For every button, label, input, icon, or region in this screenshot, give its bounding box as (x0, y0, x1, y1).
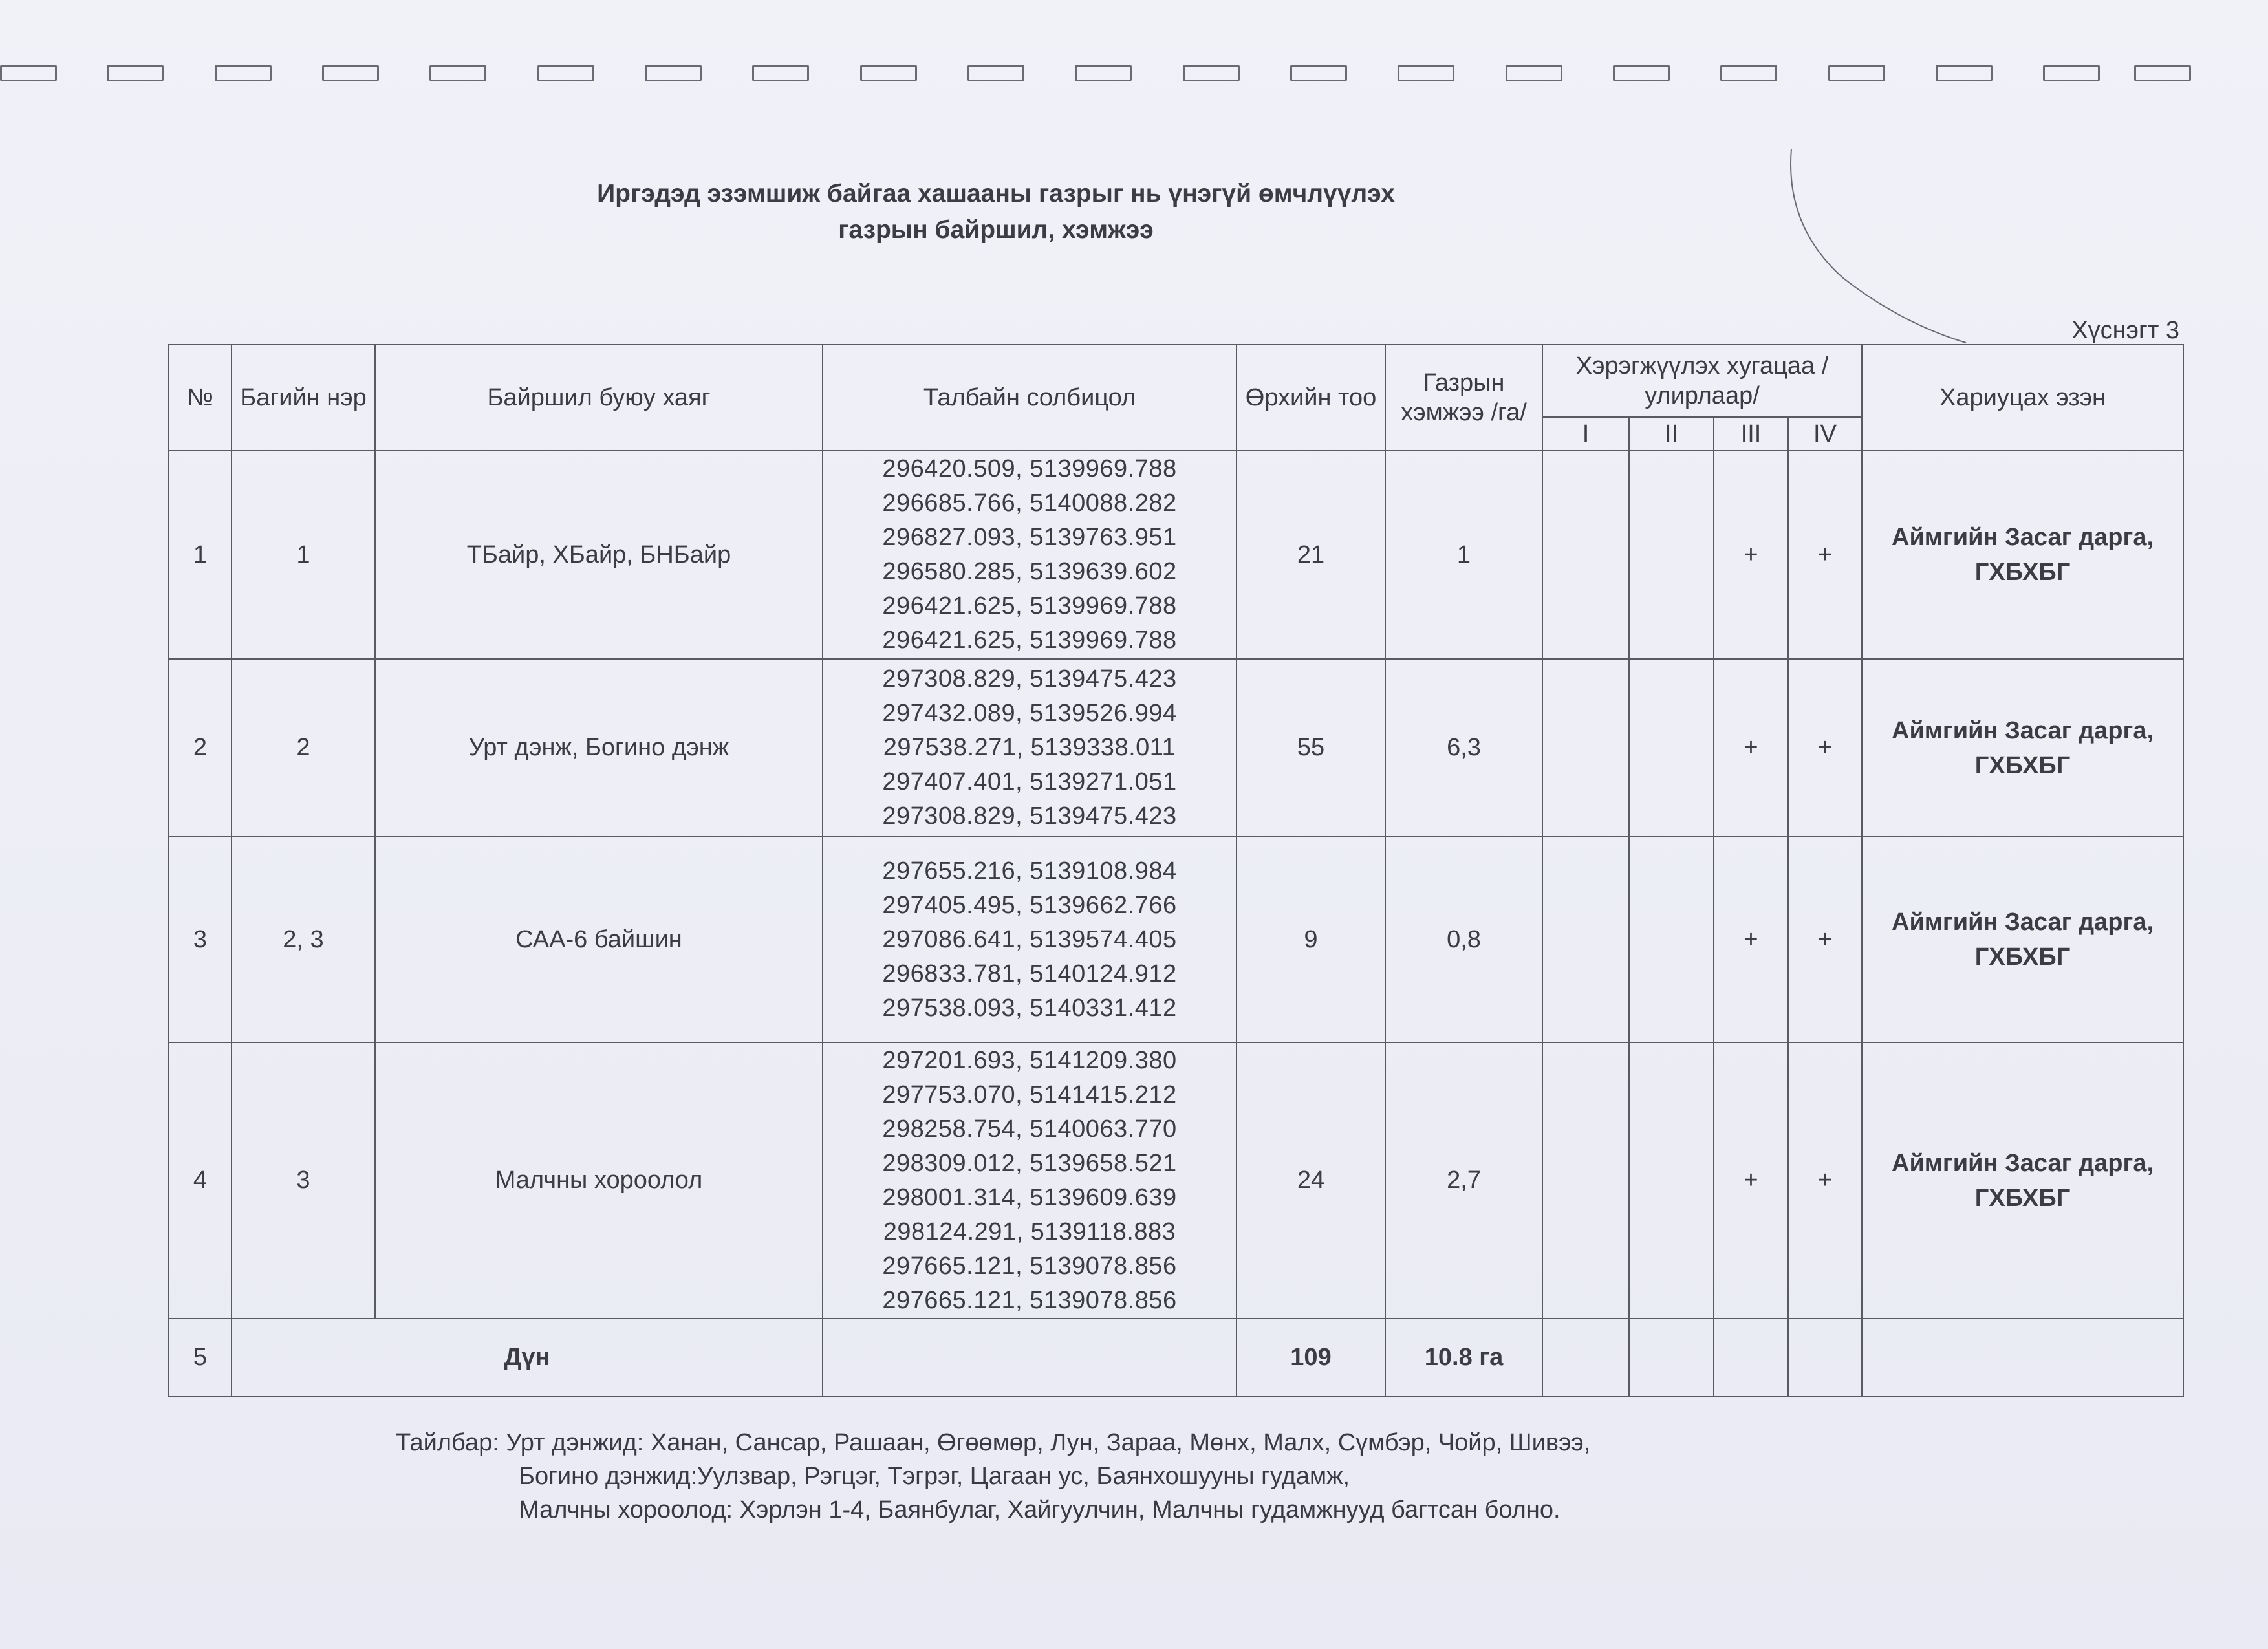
appendix-label: Хүснэгт 3 (2071, 317, 2179, 344)
cell-location: ТБайр, ХБайр, БНБайр (375, 451, 823, 659)
title-line-2: газрын байршил, хэмжээ (838, 216, 1154, 244)
cell-size: 6,3 (1385, 659, 1542, 837)
cell-q4: + (1788, 1042, 1862, 1319)
cell-no: 4 (169, 1042, 232, 1319)
cell-size: 0,8 (1385, 837, 1542, 1042)
cell-responsible: Аймгийн Засаг дарга, ГХБХБГ (1862, 1042, 2183, 1319)
cell-q1 (1542, 1042, 1629, 1319)
cell-total-q1 (1542, 1319, 1629, 1396)
cell-size: 1 (1385, 451, 1542, 659)
coordinates-text: 297308.829, 5139475.423 297432.089, 5139526.994 297538.271, 5139338.011 297407.401, 5139271.051 297308.829, 5139475.423 (882, 665, 1177, 830)
header-no: № (169, 345, 232, 451)
cell-q2 (1629, 837, 1714, 1042)
cell-total-q3 (1714, 1319, 1788, 1396)
cell-coordinates (823, 659, 1237, 837)
table-row (169, 451, 2183, 659)
cell-location: Урт дэнж, Богино дэнж (375, 659, 823, 837)
binding-holes (0, 65, 2199, 91)
cell-bag: 2 (232, 659, 375, 837)
cell-q4: + (1788, 837, 1862, 1042)
cell-q1 (1542, 837, 1629, 1042)
cell-total-size: 10.8 га (1385, 1319, 1542, 1396)
cell-total-coordinates (823, 1319, 1237, 1396)
cell-coordinates (823, 451, 1237, 659)
footnote (396, 1426, 2077, 1527)
binding-hole (1828, 65, 1885, 81)
binding-hole (0, 65, 57, 81)
document-title (0, 176, 1992, 248)
binding-hole (1613, 65, 1670, 81)
binding-hole (645, 65, 702, 81)
header-quarter-1: I (1542, 417, 1629, 451)
cell-households: 9 (1237, 837, 1385, 1042)
cell-q3: + (1714, 451, 1788, 659)
cell-no: 1 (169, 451, 232, 659)
binding-hole (1398, 65, 1454, 81)
binding-hole (322, 65, 379, 81)
cell-q4: + (1788, 659, 1862, 837)
header-implementation-period: Хэрэгжүүлэх хугацаа /улирлаар/ (1542, 345, 1862, 417)
header-responsible: Хариуцах эзэн (1862, 345, 2183, 451)
coordinates-text: 297655.216, 5139108.984 297405.495, 5139662.766 297086.641, 5139574.405 296833.781, 5140124.912 297538.093, 5140331.412 (882, 857, 1177, 1022)
binding-hole (1506, 65, 1562, 81)
header-quarter-4: IV (1788, 417, 1862, 451)
header-bag-name: Багийн нэр (232, 345, 375, 451)
cell-households: 55 (1237, 659, 1385, 837)
cell-responsible: Аймгийн Засаг дарга, ГХБХБГ (1862, 837, 2183, 1042)
cell-q3: + (1714, 1042, 1788, 1319)
binding-hole (1075, 65, 1132, 81)
cell-q3: + (1714, 659, 1788, 837)
header-quarter-2: II (1629, 417, 1714, 451)
cell-q2 (1629, 451, 1714, 659)
binding-hole (2134, 65, 2191, 81)
header-households: Өрхийн тоо (1237, 345, 1385, 451)
binding-hole (752, 65, 809, 81)
coordinates-text: 297201.693, 5141209.380 297753.070, 5141415.212 298258.754, 5140063.770 298309.012, 5139658.521 298001.314, 5139609.639 298124.291, 5139118.883 297665.121, 5139078.856 297665.121, 5139078.856 (882, 1046, 1177, 1314)
cell-total-q2 (1629, 1319, 1714, 1396)
cell-no: 2 (169, 659, 232, 837)
cell-responsible: Аймгийн Засаг дарга, ГХБХБГ (1862, 451, 2183, 659)
cell-total-q4 (1788, 1319, 1862, 1396)
table-row (169, 659, 2183, 837)
cell-q1 (1542, 659, 1629, 837)
binding-hole (537, 65, 594, 81)
cell-bag: 1 (232, 451, 375, 659)
binding-hole (2043, 65, 2100, 81)
footnote-line-2: Богино дэнжид:Уулзвар, Рэгцэг, Тэгрэг, Цагаан ус, Баянхошууны гудамж, (519, 1463, 1350, 1490)
header-land-size: Газрын хэмжээ /га/ (1385, 345, 1542, 451)
table-row (169, 1042, 2183, 1319)
cell-q4: + (1788, 451, 1862, 659)
cell-households: 24 (1237, 1042, 1385, 1319)
binding-hole (215, 65, 272, 81)
binding-hole (1720, 65, 1777, 81)
header-location: Байршил буюу хаяг (375, 345, 823, 451)
cell-q1 (1542, 451, 1629, 659)
binding-hole (429, 65, 486, 81)
footnote-line-1: Тайлбар: Урт дэнжид: Ханан, Сансар, Рашаан, Өгөөмөр, Лун, Зараа, Мөнх, Малх, Сүмбэр, Чойр, Шивээ, (396, 1429, 1591, 1456)
binding-hole (1183, 65, 1240, 81)
cell-q3: + (1714, 837, 1788, 1042)
cell-households: 21 (1237, 451, 1385, 659)
cell-bag: 2, 3 (232, 837, 375, 1042)
header-quarter-3: III (1714, 417, 1788, 451)
binding-hole (107, 65, 164, 81)
land-allocation-table (168, 344, 2184, 1397)
cell-location: САА-6 байшин (375, 837, 823, 1042)
cell-q2 (1629, 1042, 1714, 1319)
cell-bag: 3 (232, 1042, 375, 1319)
cell-responsible: Аймгийн Засаг дарга, ГХБХБГ (1862, 659, 2183, 837)
cell-q2 (1629, 659, 1714, 837)
binding-hole (1290, 65, 1347, 81)
binding-hole (860, 65, 917, 81)
cell-total-households: 109 (1237, 1319, 1385, 1396)
cell-coordinates (823, 1042, 1237, 1319)
cell-location: Малчны хороолол (375, 1042, 823, 1319)
binding-hole (967, 65, 1024, 81)
cell-size: 2,7 (1385, 1042, 1542, 1319)
cell-total-no: 5 (169, 1319, 232, 1396)
title-line-1: Иргэдэд эзэмшиж байгаа хашааны газрыг нь үнэгүй өмчлүүлэх (597, 180, 1395, 208)
cell-total-label: Дүн (232, 1319, 823, 1396)
footnote-line-3: Малчны хороолод: Хэрлэн 1-4, Баянбулаг, Хайгуулчин, Малчны гудамжнууд багтсан болно. (519, 1496, 1561, 1524)
header-coordinates: Талбайн солбицол (823, 345, 1237, 451)
binding-hole (1936, 65, 1993, 81)
coordinates-text: 296420.509, 5139969.788 296685.766, 5140088.282 296827.093, 5139763.951 296580.285, 5139639.602 296421.625, 5139969.788 296421.625, 5139969.788 (882, 455, 1177, 654)
cell-no: 3 (169, 837, 232, 1042)
table-row (169, 837, 2183, 1042)
cell-coordinates (823, 837, 1237, 1042)
cell-total-responsible (1862, 1319, 2183, 1396)
total-row (169, 1319, 2183, 1396)
